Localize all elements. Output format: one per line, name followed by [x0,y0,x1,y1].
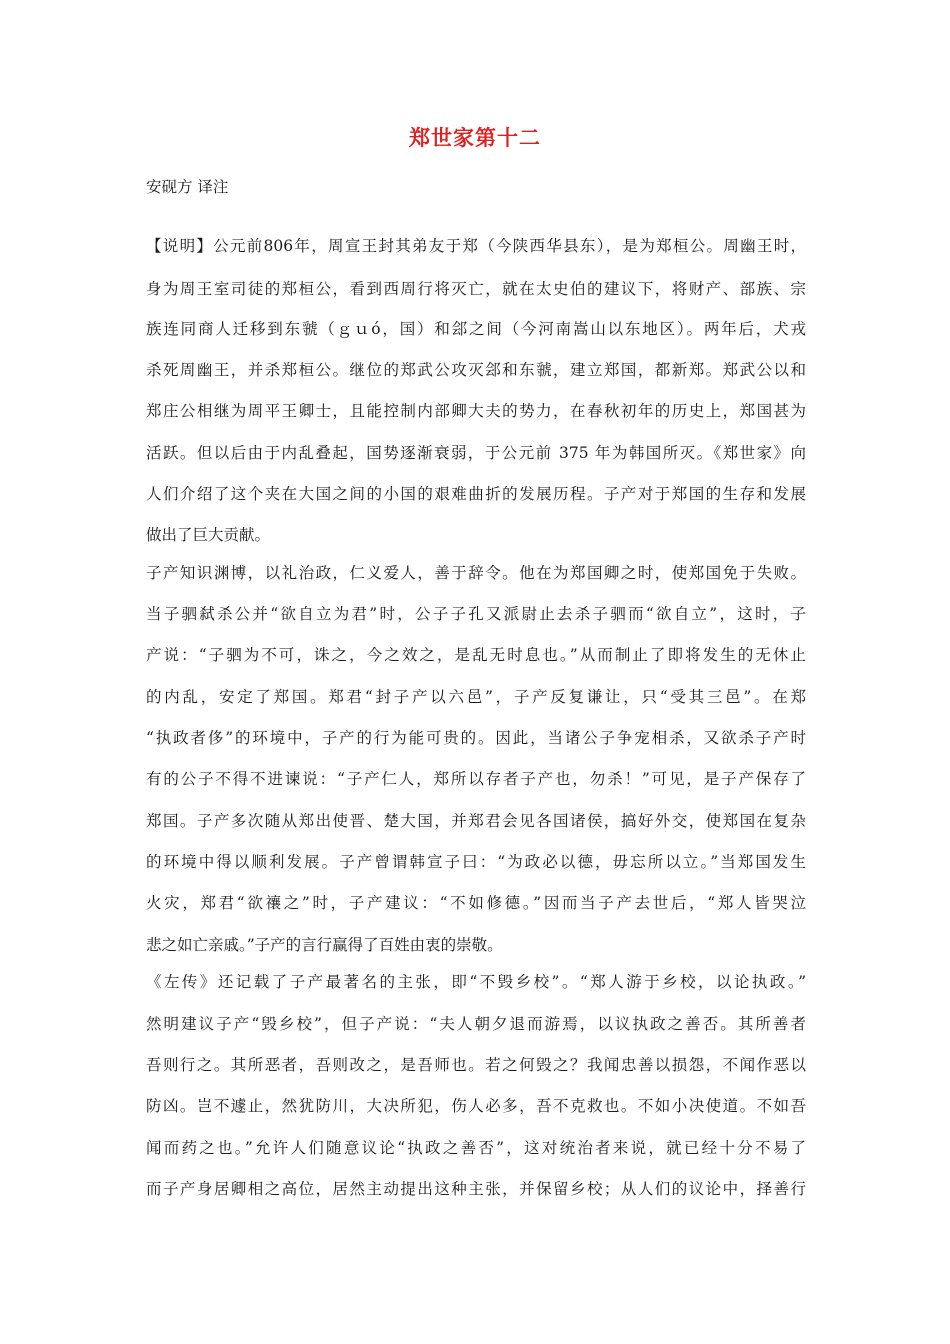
body-line: 郑庄公相继为周平王卿士，且能控制内部卿大夫的势力，在春秋初年的历史上，郑国甚为 [146,402,806,420]
body-line: 有的公子不得不进谏说：“子产仁人，郑所以存者子产也，勿杀！”可见，是子产保存了 [146,770,806,788]
body-line: 然明建议子产“毁乡校”，但子产说：“夫人朝夕退而游焉，以议执政之善否。其所善者 [146,1015,806,1033]
body-line: 吾则行之。其所恶者，吾则改之，是吾师也。若之何毁之？我闻忠善以损怨，不闻作恶以 [146,1056,806,1074]
document-title: 郑世家第十二 [409,125,541,150]
body-line: 《左传》还记载了子产最著名的主张，即“不毁乡校”。“郑人游于乡校，以论执政。” [146,973,806,991]
body-line: “执政者侈”的环境中，子产的行为能可贵的。因此，当诸公子争宠相杀，又欲杀子产时 [146,729,806,747]
body-line: 【说明】公元前806年，周宣王封其弟友于郑（今陕西华县东），是为郑桓公。周幽王时， [146,237,806,255]
body-line: 悲之如亡亲戚。”子产的言行赢得了百姓由衷的崇敬。 [146,936,503,954]
byline: 安砚方 译注 [146,178,229,196]
body-line: 的内乱，安定了郑国。郑君“封子产以六邑”，子产反复谦让，只“受其三邑”。在郑 [146,688,806,706]
body-line: 人们介绍了这个夹在大国之间的小国的艰难曲折的发展历程。子产对于郑国的生存和发展 [146,485,806,503]
body-line: 火灾，郑君“欲禳之”时，子产建议：“不如修德。”因而当子产去世后，“郑人皆哭泣 [146,894,806,912]
body-line: 活跃。但以后由于内乱叠起，国势逐渐衰弱，于公元前 375 年为韩国所灭。《郑世家》向 [146,444,806,462]
body-line: 郑国。子产多次随从郑出使晋、楚大国，并郑君会见各国诸侯，搞好外交，使郑国在复杂 [146,812,806,830]
body-line: 的环境中得以顺利发展。子产曾谓韩宣子曰：“为政必以德，毋忘所以立。”当郑国发生 [146,853,806,871]
body-line: 身为周王室司徒的郑桓公，看到西周行将灭亡，就在太史伯的建议下，将财产、部族、宗 [146,280,806,298]
body-line: 族连同商人迁移到东虢（ｇｕó，国）和郐之间（今河南嵩山以东地区）。两年后，犬戎 [146,320,806,338]
body-line: 杀死周幽王，并杀郑桓公。继位的郑武公攻灭郐和东虢，建立郑国，都新郑。郑武公以和 [146,361,806,379]
body-line: 产说：“子驷为不可，诛之，今之效之，是乱无时息也。”从而制止了即将发生的无休止 [146,646,806,664]
body-line: 而子产身居卿相之高位，居然主动提出这种主张，并保留乡校；从人们的议论中，择善行 [146,1180,806,1198]
body-line: 当子驷弑杀公并“欲自立为君”时，公子子孔又派尉止去杀子驷而“欲自立”，这时，子 [146,605,806,623]
body-line: 子产知识渊博，以礼治政，仁义爱人，善于辞令。他在为郑国卿之时，使郑国免于失败。 [146,564,806,582]
body-line: 防凶。岂不遽止，然犹防川，大决所犯，伤人必多，吾不克救也。不如小决使道。不如吾 [146,1097,806,1115]
body-line: 做出了巨大贡献。 [146,526,271,544]
body-line: 闻而药之也。”允许人们随意议论“执政之善否”，这对统治者来说，就已经十分不易了 [146,1139,806,1157]
